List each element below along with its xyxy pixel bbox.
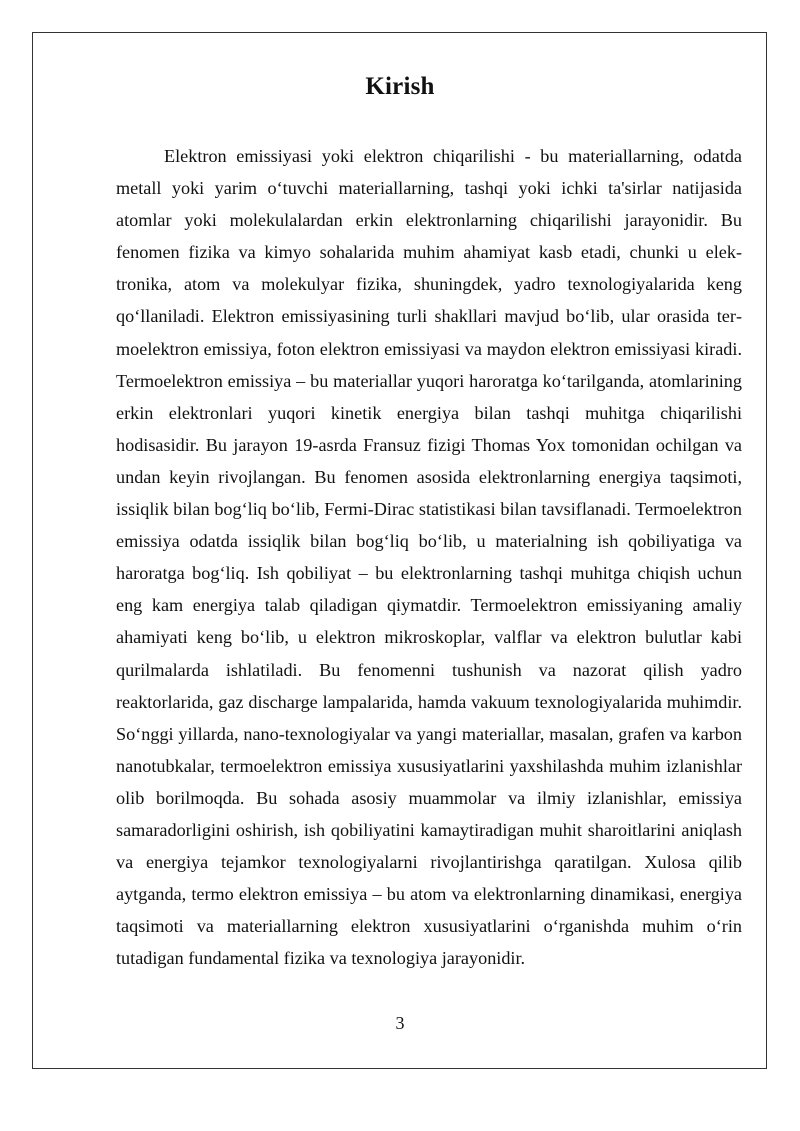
page-number: 3 [395,1013,405,1033]
page-title: Kirish [365,73,435,100]
body-paragraph: Elektron emissiyasi yoki elektron chiqarilishi - bu materiallarning, odatda metall yoki yarim o‘tuvchi materiallarning, tashqi yoki ichki ta'sirlar natijasida atomlar yoki molekulalardan erkin elektronlarning chiqarilishi jarayonidir. Bu fenomen fizika va kimyo sohalarida muhim ahamiyat kasb etadi, chunki u elektronika, atom va molekulyar fizika, shuningdek, yadro texnologiyalarida keng qo‘llaniladi. Elektron emissiyasining turli shakllari mavjud bo‘lib, ular orasida termoelektron emissiya, foton elektron emissiyasi va maydon elektron emissiyasi kiradi. Termoelektron emissiya – bu materiallar yuqori haroratga ko‘tarilganda, atomlarining erkin elektronlari yuqori kinetik energiya bilan tashqi muhitga chiqarilishi hodisasidir. Bu jarayon 19-asrda Fransuz fizigi Thomas Yox tomonidan ochilgan va undan keyin rivojlangan. Bu fenomen asosida elektronlarning energiya taqsimoti, issiqlik bilan bog‘liq bo‘lib, Fermi-Dirac statistikasi bilan tavsiflanadi. Termoelektron emissiya odatda issiqlik bilan bog‘liq bo‘lib, u materialning ish qobiliyatiga va haroratga bog‘liq. Ish qobiliyat – bu elektronlarning tashqi muhitga chiqish uchun eng kam energiya talab qiladigan qiymatdir. Termoelektron emissiyaning amaliy ahamiyati keng bo‘lib, u elektron mikroskoplar, valflar va elektron bulutlar kabi qurilmalarda ishlatiladi. Bu fenomenni tushunish va nazorat qilish yadro reaktorlarida, gaz discharge lampalarida, hamda vakuum texnologiyalarida muhimdir. So‘nggi yillarda, nano-texnologiyalar va yangi materiallar, masalan, grafen va karbon nanotubkalar, termoelektron emissiya xususiyatlarini yaxshilashda muhim izlanishlar olib borilmoqda. Bu sohada asosiy muammolar va ilmiy izlanishlar, emissiya samaradorligini oshirish, ish qobiliyatini kamaytiradigan muhit sharoitlarini aniqlash va energiya tejamkor texnologiyalarni rivojlantirishga qaratilgan. Xulosa qilib aytganda, termo elektron emissiya – bu atom va elektronlarning dinamikasi, energiya taqsimoti va materiallarning elektron xususiyatlarini o‘rganishda muhim o‘rin tutadigan fundamental fizika va texnologiya jarayonidir. [116,146,742,969]
